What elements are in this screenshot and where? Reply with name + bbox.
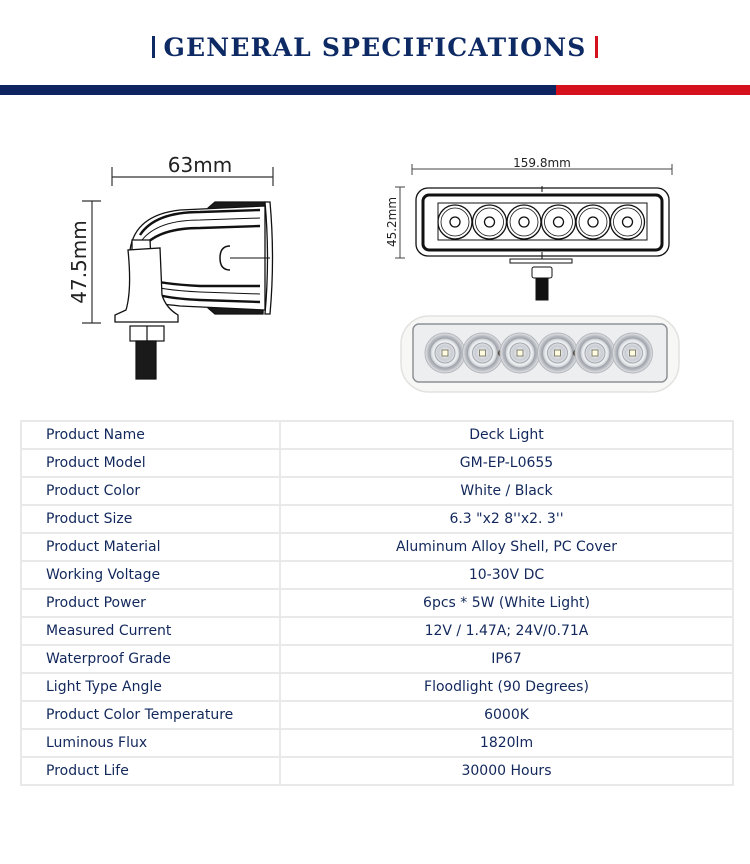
spec-row: [21, 645, 733, 673]
side-view-drawing: [60, 140, 300, 390]
spec-value: 30000 Hours: [280, 757, 733, 785]
spec-value: GM-EP-L0655: [280, 449, 733, 477]
front-led-icon: [507, 205, 541, 239]
spec-label: Light Type Angle: [21, 673, 280, 701]
section-title-text: GENERAL SPECIFICATIONS: [163, 33, 587, 62]
spec-table-body: [21, 421, 733, 785]
spec-label: Product Size: [21, 505, 280, 533]
spec-row: [21, 421, 733, 449]
spec-label: Product Name: [21, 421, 280, 449]
photo-led-icon: [500, 333, 540, 373]
front-led-icon: [576, 205, 610, 239]
spec-row: [21, 729, 733, 757]
spec-value: 6000K: [280, 701, 733, 729]
product-photo: [395, 310, 685, 398]
spec-label: Luminous Flux: [21, 729, 280, 757]
header-rule-blue: [0, 85, 556, 95]
housing-side: [115, 202, 273, 322]
front-led-icon: [611, 205, 645, 239]
spec-label: Product Power: [21, 589, 280, 617]
spec-label: Working Voltage: [21, 561, 280, 589]
front-bolt: [532, 267, 552, 300]
spec-label: Waterproof Grade: [21, 645, 280, 673]
front-width-label: 159.8mm: [513, 156, 571, 170]
spec-table: [20, 420, 734, 786]
spec-row: [21, 673, 733, 701]
spec-value: Floodlight (90 Degrees): [280, 673, 733, 701]
spec-value: White / Black: [280, 477, 733, 505]
spec-value: 12V / 1.47A; 24V/0.71A: [280, 617, 733, 645]
spec-value: Aluminum Alloy Shell, PC Cover: [280, 533, 733, 561]
front-height-label: 45.2mm: [385, 196, 399, 248]
front-view-drawing: [380, 140, 690, 305]
spec-label: Product Color: [21, 477, 280, 505]
section-header: [0, 0, 750, 100]
spec-row: [21, 701, 733, 729]
spec-row: [21, 449, 733, 477]
title-right-bar: [595, 36, 598, 58]
spec-label: Product Material: [21, 533, 280, 561]
header-rule-red: [556, 85, 750, 95]
spec-value: 6.3 "x2 8''x2. 3'': [280, 505, 733, 533]
spec-row: [21, 477, 733, 505]
photo-led-icon: [613, 333, 653, 373]
spec-label: Product Color Temperature: [21, 701, 280, 729]
side-width-label: 63mm: [167, 153, 233, 177]
section-title: [0, 33, 750, 62]
spec-value: 6pcs * 5W (White Light): [280, 589, 733, 617]
spec-value: 10-30V DC: [280, 561, 733, 589]
spec-row: [21, 589, 733, 617]
photo-led-icon: [463, 333, 503, 373]
front-led-icon: [542, 205, 576, 239]
spec-row: [21, 757, 733, 785]
mounting-bolt: [130, 326, 164, 379]
spec-row: [21, 617, 733, 645]
photo-led-icon: [575, 333, 615, 373]
spec-label: Measured Current: [21, 617, 280, 645]
side-height-label: 47.5mm: [67, 220, 91, 304]
spec-label: Product Model: [21, 449, 280, 477]
spec-row: [21, 505, 733, 533]
spec-value: 1820lm: [280, 729, 733, 757]
spec-row: [21, 533, 733, 561]
spec-value: Deck Light: [280, 421, 733, 449]
spec-label: Product Life: [21, 757, 280, 785]
photo-led-icon: [425, 333, 465, 373]
front-led-icon: [473, 205, 507, 239]
spec-value: IP67: [280, 645, 733, 673]
front-led-icon: [438, 205, 472, 239]
photo-led-icon: [538, 333, 578, 373]
title-left-bar: [152, 36, 155, 58]
spec-row: [21, 561, 733, 589]
